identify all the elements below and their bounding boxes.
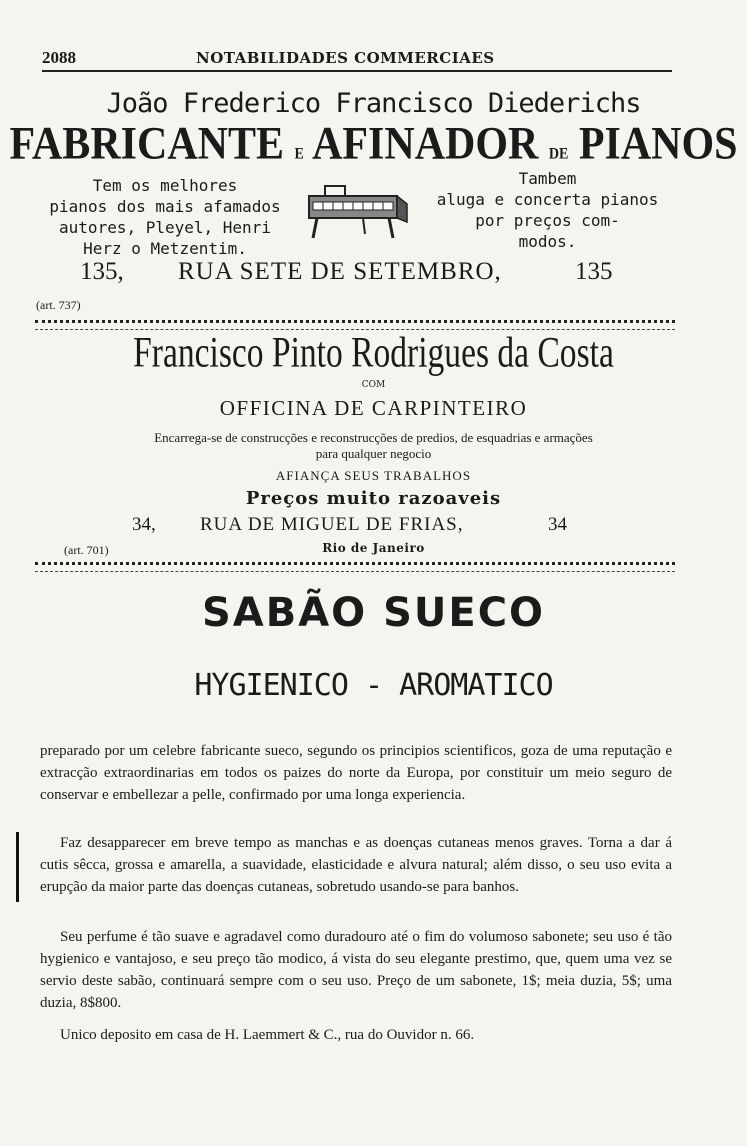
ad1-art: (art. 737): [36, 298, 81, 312]
ad1-title-word1: FABRICANTE: [9, 118, 285, 170]
ad1-right-line: aluga e concerta pianos: [436, 190, 659, 209]
ad3-subtitle: HYGIENICO - AROMATICO: [194, 668, 553, 703]
ad2-business: OFFICINA DE CARPINTEIRO: [219, 396, 528, 420]
ad1-right-text: [425, 168, 670, 252]
ad1-title: [0, 117, 747, 171]
ad1-address-street: RUA SETE DE SETEMBRO,: [178, 258, 502, 285]
page-number: 2088: [42, 48, 76, 67]
ad3-title: SABÃO SUECO: [201, 590, 546, 636]
ad2-name: Francisco Pinto Rodrigues da Costa: [133, 328, 614, 377]
ad2-guarantee: AFIANÇA SEUS TRABALHOS: [275, 468, 472, 483]
ad2-city: Rio de Janeiro: [322, 541, 425, 555]
ad1-address: [60, 258, 660, 290]
ad1-title-word3: PIANOS: [578, 118, 738, 170]
ad2-art: (art. 701): [64, 543, 109, 557]
ad1-left-text: [40, 175, 290, 259]
ad1-left-line: pianos dos mais afamados: [49, 197, 281, 216]
ad1-right-line: Tambem: [518, 169, 577, 188]
ad2-address-street: RUA DE MIGUEL DE FRIAS,: [200, 514, 464, 535]
ad1-left-line: Herz o Metzentim.: [83, 239, 247, 258]
ad3-deposit: [40, 1024, 672, 1046]
ad2-prices: Preços muito razoaveis: [245, 488, 502, 509]
ad3-paragraph3: [40, 926, 672, 1014]
ad1-address-number-left: 135,: [80, 258, 124, 285]
ad1-left-line: Tem os melhores: [92, 176, 238, 195]
ad1-right-line: por preços com-: [475, 211, 620, 230]
ad2-com: COM: [361, 380, 386, 390]
margin-mark: [16, 832, 19, 902]
header-rule: [42, 70, 672, 72]
ad2-address: [100, 514, 600, 542]
ad3-paragraph1: [40, 740, 672, 806]
ad3-paragraph1-text: preparado por um celebre fabricante sueco, segundo os principios scientificos, goza de uma reputação e extracção extraordinarias em todos os paizes do norte da Europa, por constituir um meio seguro de conservar e embellezar a pelle, confirmado por uma longa experiencia.: [40, 743, 672, 803]
ad2-desc-line1: Encarrega-se de construcções e reconstrucções de predios, de esquadrias e armações: [154, 430, 593, 445]
ad1-right-line: modos.: [518, 232, 577, 251]
ad1-name: João Frederico Francisco Diederichs: [106, 88, 641, 119]
ad3-paragraph2: [40, 832, 672, 898]
ad1-title-conj: E: [294, 146, 304, 164]
ad1-title-prep: DE: [548, 146, 569, 164]
ad1-title-word2: AFINADOR: [312, 118, 539, 170]
ad3-paragraph3-text: Seu perfume é tão suave e agradavel como duradouro até o fim do volumoso sabonete; seu uso é tão hygienico e vantajoso, e seu preço tão modico, á vista do seu elegante prestimo, que, quem uma vez se servio deste sabão, continuará sempre com o seu uso. Preço de um sabonete, 1$; meia duzia, 5$; uma duzia, 8$800.: [40, 929, 672, 1011]
ad1-address-number-right: 135: [575, 258, 613, 285]
running-title: NOTABILIDADES COMMERCIAES: [196, 49, 495, 67]
ad2-desc-line2: para qualquer negocio: [315, 446, 432, 461]
piano-icon: [303, 182, 413, 242]
ad1-left-line: autores, Pleyel, Henri: [59, 218, 271, 237]
ad2-address-number-right: 34: [548, 514, 567, 535]
ad2-address-number-left: 34,: [132, 514, 156, 535]
ornament-divider: [35, 562, 675, 572]
ad3-deposit-text: Unico deposito em casa de H. Laemmert & C., rua do Ouvidor n. 66.: [60, 1027, 475, 1043]
ad3-paragraph2-text: Faz desapparecer em breve tempo as manchas e as doenças cutaneas menos graves. Torna a dar á cutis sêcca, grossa e amarella, a suavidade, elasticidade e alvura natural; além disso, o seu uso evita a erupção da maior parte das doenças cutaneas, sobretudo usando-se para banhos.: [40, 835, 672, 895]
